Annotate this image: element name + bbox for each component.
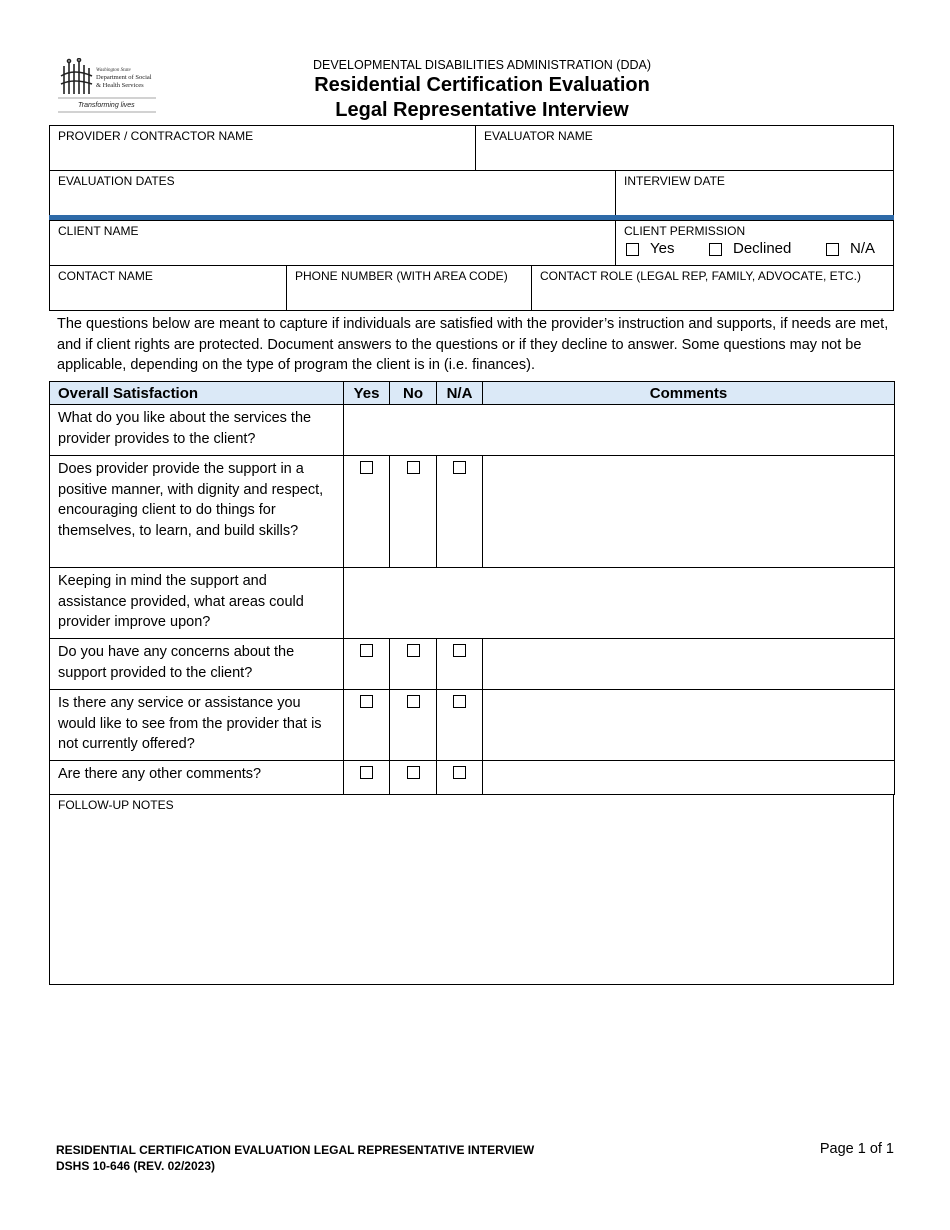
yes-cell <box>344 639 390 690</box>
yes-cell <box>344 761 390 795</box>
table-row <box>50 690 895 761</box>
na-cell <box>437 456 483 568</box>
na-cell <box>437 690 483 761</box>
yes-checkbox[interactable] <box>360 695 373 708</box>
client-permission-label: CLIENT PERMISSION <box>624 224 746 238</box>
permission-yes-label: Yes <box>650 240 675 257</box>
permission-yes-checkbox[interactable] <box>626 243 639 256</box>
table-row <box>50 568 895 639</box>
permission-na-checkbox[interactable] <box>826 243 839 256</box>
interview-date-field[interactable] <box>615 170 894 216</box>
no-checkbox[interactable] <box>407 766 420 779</box>
agency-name: DEVELOPMENTAL DISABILITIES ADMINISTRATION (DDA) <box>312 58 652 72</box>
table-row <box>50 761 895 795</box>
yes-cell <box>344 690 390 761</box>
table-row <box>50 639 895 690</box>
comment-cell[interactable] <box>483 761 895 795</box>
svg-text:& Health Services: & Health Services <box>96 82 144 89</box>
evaluator-name-label: EVALUATOR NAME <box>484 129 593 143</box>
permission-declined-checkbox[interactable] <box>709 243 722 256</box>
header-comments: Comments <box>483 382 895 405</box>
svg-text:Transforming lives: Transforming lives <box>78 102 135 109</box>
form-title-line1: Residential Certification Evaluation <box>314 74 650 96</box>
header-yes: Yes <box>344 382 390 405</box>
provider-name-field[interactable] <box>49 125 476 171</box>
contact-role-label: CONTACT ROLE (LEGAL REP, FAMILY, ADVOCATE, ETC.) <box>540 269 861 283</box>
evaluator-name-field[interactable] <box>475 125 894 171</box>
no-cell <box>390 690 437 761</box>
header-no: No <box>390 382 437 405</box>
response-comment-cell[interactable] <box>344 568 895 639</box>
permission-na-label: N/A <box>850 240 876 257</box>
follow-up-notes-label: FOLLOW-UP NOTES <box>58 798 174 812</box>
permission-declined-label: Declined <box>733 240 792 257</box>
svg-text:Washington State: Washington State <box>96 68 131 73</box>
header-na: N/A <box>437 382 483 405</box>
yes-cell <box>344 456 390 568</box>
question-text: Does provider provide the support in a positive manner, with dignity and respect, encouraging client to do things for themselves, to learn, and build skills? <box>50 456 344 568</box>
table-header-row <box>50 382 895 405</box>
phone-number-label: PHONE NUMBER (WITH AREA CODE) <box>295 269 508 283</box>
no-cell <box>390 761 437 795</box>
comment-cell[interactable] <box>483 456 895 568</box>
comment-cell[interactable] <box>483 690 895 761</box>
na-checkbox[interactable] <box>453 695 466 708</box>
question-text: Do you have any concerns about the support provided to the client? <box>50 639 344 690</box>
evaluation-dates-field[interactable] <box>49 170 616 216</box>
phone-number-field[interactable] <box>286 265 532 311</box>
comment-cell[interactable] <box>483 639 895 690</box>
question-text: What do you like about the services the provider provides to the client? <box>50 405 344 456</box>
form-title-line2: Legal Representative Interview <box>335 99 629 121</box>
no-checkbox[interactable] <box>407 695 420 708</box>
no-checkbox[interactable] <box>407 461 420 474</box>
satisfaction-table <box>49 381 895 795</box>
evaluation-dates-label: EVALUATION DATES <box>58 174 175 188</box>
question-text: Are there any other comments? <box>50 761 344 795</box>
na-checkbox[interactable] <box>453 644 466 657</box>
client-permission-field <box>615 220 894 266</box>
question-text: Is there any service or assistance you would like to see from the provider that is not currently offered? <box>50 690 344 761</box>
contact-name-field[interactable] <box>49 265 287 311</box>
page-number: Page 1 of 1 <box>819 1141 894 1157</box>
table-row <box>50 405 895 456</box>
na-cell <box>437 761 483 795</box>
na-checkbox[interactable] <box>453 766 466 779</box>
table-row <box>50 456 895 568</box>
follow-up-notes-field[interactable] <box>49 794 894 985</box>
svg-text:Department of Social: Department of Social <box>96 74 152 81</box>
footer-form-title: RESIDENTIAL CERTIFICATION EVALUATION LEGAL REPRESENTATIVE INTERVIEW <box>56 1143 535 1157</box>
no-checkbox[interactable] <box>407 644 420 657</box>
interview-date-label: INTERVIEW DATE <box>624 174 725 188</box>
no-cell <box>390 639 437 690</box>
yes-checkbox[interactable] <box>360 461 373 474</box>
contact-role-field[interactable] <box>531 265 894 311</box>
contact-name-label: CONTACT NAME <box>58 269 153 283</box>
na-checkbox[interactable] <box>453 461 466 474</box>
instructions-paragraph: The questions below are meant to capture if individuals are satisfied with the provider’s instruction and supports, if needs are met, and if client rights are protected. Document answers to the questions or if they decline to answer. Some questions may not be applicable, depending on the type of program the client is in (i.e. finances). <box>57 316 889 374</box>
provider-name-label: PROVIDER / CONTRACTOR NAME <box>58 129 254 143</box>
question-text: Keeping in mind the support and assistance provided, what areas could provider improve upon? <box>50 568 344 639</box>
header-overall-satisfaction: Overall Satisfaction <box>50 382 344 405</box>
client-name-field[interactable] <box>49 220 616 266</box>
no-cell <box>390 456 437 568</box>
yes-checkbox[interactable] <box>360 644 373 657</box>
footer-form-number: DSHS 10-646 (REV. 02/2023) <box>56 1159 215 1173</box>
client-name-label: CLIENT NAME <box>58 224 139 238</box>
response-comment-cell[interactable] <box>344 405 895 456</box>
yes-checkbox[interactable] <box>360 766 373 779</box>
na-cell <box>437 639 483 690</box>
